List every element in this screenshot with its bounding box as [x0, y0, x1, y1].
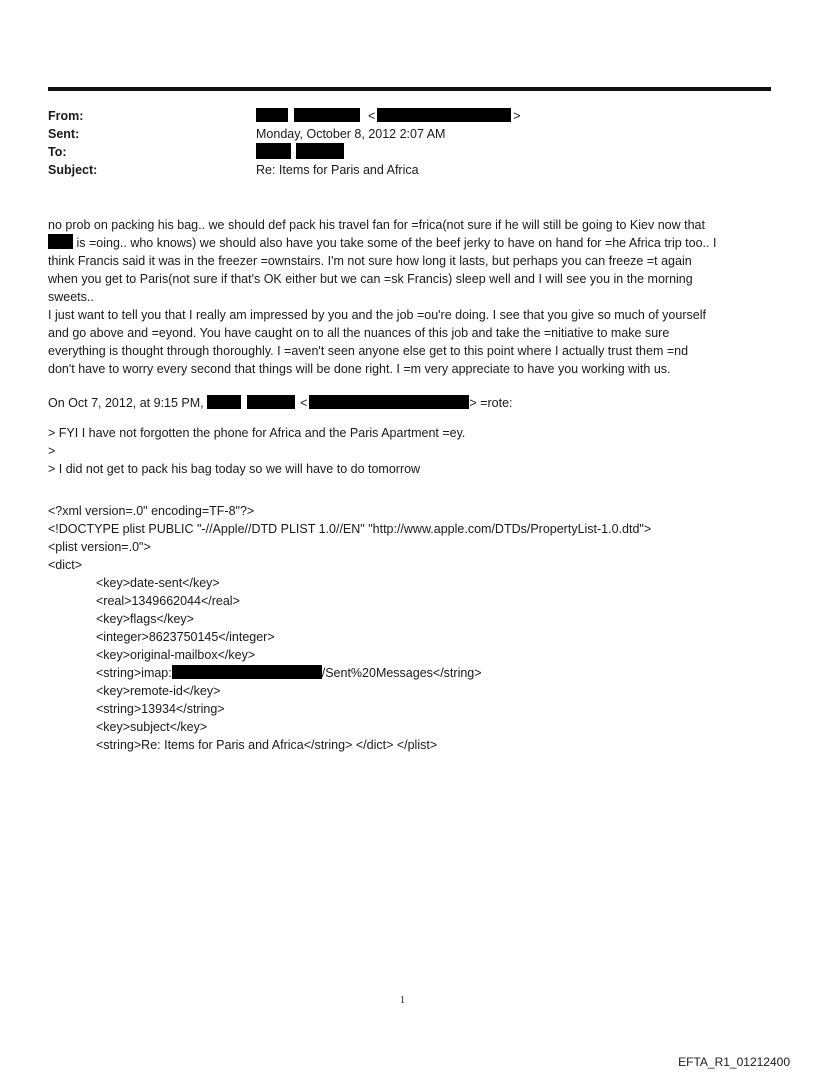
- redaction-box: [294, 108, 360, 122]
- plist-line: <string>13934</string>: [96, 702, 225, 716]
- quote-line: > FYI I have not forgotten the phone for Africa and the Paris Apartment =ey.: [48, 426, 466, 440]
- message-line: don't have to worry every second that things will be done right. I =m very appreciate to have you working with us.: [48, 362, 671, 376]
- sent-value: Monday, October 8, 2012 2:07 AM: [256, 127, 446, 141]
- subject-value: Re: Items for Paris and Africa: [256, 163, 419, 177]
- document-id: EFTA_R1_01212400: [678, 1055, 790, 1069]
- message-line: is =oing.. who knows) we should also have you take some of the beef jerky to have on hand for =he Africa trip too.. I: [48, 234, 778, 252]
- message-line: no prob on packing his bag.. we should def pack his travel fan for =frica(not sure if he will still be going to Kiev now that: [48, 218, 705, 232]
- from-label: From:: [48, 109, 84, 123]
- plist-line: <key>date-sent</key>: [96, 576, 220, 590]
- page-number: 1: [400, 995, 405, 1006]
- plist-line: <string>Re: Items for Paris and Africa</string> </dict> </plist>: [96, 738, 438, 752]
- message-line: and go above and =eyond. You have caught on to all the nuances of this job and take the =nitiative to make sure: [48, 326, 670, 340]
- quote-line: >: [48, 444, 56, 458]
- redaction-box: [172, 665, 322, 679]
- from-lt: <: [367, 109, 376, 123]
- message-line: I just want to tell you that I really am impressed by you and the job =ou're doing. I see that you give so much of yourself: [48, 308, 706, 322]
- redaction-box: [207, 395, 241, 409]
- plist-line: <plist version=.0">: [48, 540, 151, 554]
- subject-label: Subject:: [48, 163, 98, 177]
- message-line: think Francis said it was in the freezer =ownstairs. I'm not sure how long it lasts, but perhaps you can freeze =t again: [48, 254, 692, 268]
- plist-line: <string>imap: /Sent%20Messages</string>: [96, 666, 482, 680]
- plist-line: <integer>8623750145</integer>: [96, 630, 275, 644]
- redaction-box: [48, 234, 73, 249]
- plist-line: <!DOCTYPE plist PUBLIC "-//Apple//DTD PLIST 1.0//EN" "http://www.apple.com/DTDs/PropertyList-1.0.dtd">: [48, 522, 652, 536]
- message-line: sweets..: [48, 290, 94, 304]
- from-value: [256, 107, 521, 125]
- message-body: [48, 216, 778, 378]
- redaction-box: [256, 143, 291, 159]
- message-line: when you get to Paris(not sure if that's OK either but we can =sk Francis) sleep well and I will see you in the morning: [48, 272, 693, 286]
- sent-label: Sent:: [48, 127, 80, 141]
- redaction-box: [296, 143, 344, 159]
- plist-line: <key>flags</key>: [96, 612, 194, 626]
- header-rule: [48, 87, 771, 91]
- to-value: [256, 143, 344, 162]
- plist-line: <real>1349662044</real>: [96, 594, 240, 608]
- plist-line: <dict>: [48, 558, 83, 572]
- to-label: To:: [48, 145, 67, 159]
- quote-block: [48, 394, 778, 478]
- quote-intro: On Oct 7, 2012, at 9:15 PM, < > =rote:: [48, 396, 513, 410]
- plist-line: <key>original-mailbox</key>: [96, 648, 256, 662]
- plist-block: [48, 502, 778, 754]
- redaction-box: [309, 395, 469, 409]
- redaction-box: [247, 395, 295, 409]
- from-gt: >: [513, 109, 521, 123]
- redaction-box: [256, 108, 288, 122]
- plist-line: <key>subject</key>: [96, 720, 208, 734]
- quote-line: > I did not get to pack his bag today so we will have to do tomorrow: [48, 462, 421, 476]
- redaction-box: [377, 108, 511, 122]
- message-line: everything is thought through thoroughly. I =aven't seen anyone else get to this point where I actually trust them =nd: [48, 344, 689, 358]
- plist-line: <?xml version=.0" encoding=TF-8"?>: [48, 504, 255, 518]
- plist-line: <key>remote-id</key>: [96, 684, 221, 698]
